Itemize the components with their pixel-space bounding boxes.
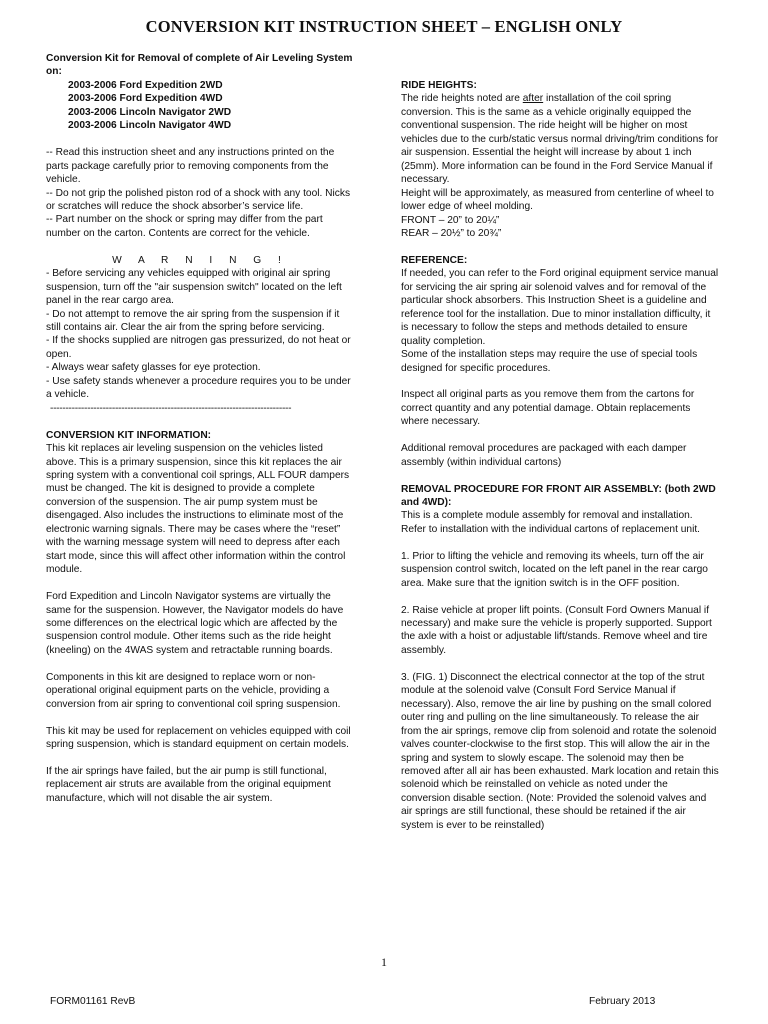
left-column [46, 52, 354, 805]
page-number: 1 [381, 955, 387, 969]
vehicle-item: 2003-2006 Lincoln Navigator 2WD [68, 106, 232, 118]
kit-info-paragraph: If the air springs have failed, but the air pump is still functional, replacement air struts are available from the original equipment manufacture, which will not disable the air system. [46, 765, 331, 804]
document-title: CONVERSION KIT INSTRUCTION SHEET – ENGLISH ONLY [145, 17, 623, 36]
warning-heading: W A R N I N G ! [112, 254, 288, 266]
kit-info-paragraph: This kit replaces air leveling suspension on the vehicles listed above. This is a primary suspension, since this kit replaces the air spring system with a conventional coil springs, ALL FOUR dampers must be changed. The kit is designed to provide a complete conversion of the suspension. The air pump system must be disengaged. Also includes the instructions to eliminate most of the electronic warning signals. There may be cases where the “reset” with the warning message system will need to depress after each start mode, since this will affect other information within the control module. [46, 443, 350, 576]
rear-height: REAR – 20½” to 20¾” [401, 227, 502, 239]
ride-heights-heading: RIDE HEIGHTS: [401, 80, 477, 91]
removal-paragraph: This is a complete module assembly for removal and installation. Refer to installation with the individual cartons of replacement unit. [401, 510, 700, 535]
additional-paragraph: Additional removal procedures are packaged with each damper assembly (within individual cartons) [401, 443, 687, 468]
step-1: 1. Prior to lifting the vehicle and removing its wheels, turn off the air suspension control switch, located on the left panel in the rear cargo area. Make sure that the ignition switch is in the OFF position. [401, 550, 708, 589]
front-height: FRONT – 20” to 20¼” [401, 214, 500, 226]
kit-info-heading: CONVERSION KIT INFORMATION: [46, 429, 212, 441]
vehicle-item: 2003-2006 Ford Expedition 2WD [68, 79, 223, 91]
section-divider: ------------------------------------------------------------------------------ [50, 402, 292, 414]
inspect-paragraph: Inspect all original parts as you remove them from the cartons for correct quantity and any potential damage. Obtain replacements where necessary. [401, 389, 695, 428]
reference-paragraph: If needed, you can refer to the Ford original equipment service manual for servicing the air spring air solenoid valves and for removal of the particular shock absorbers. This Instruction Sheet is a guideline and reference tool for the installation. Due to minor installation difficulty, it is necessary to follow the steps and methods detailed to ensure quality completion. Some of the installation steps may require the use of special tools designed for specific procedures. [401, 268, 719, 374]
kit-info-paragraph: Components in this kit are designed to replace worn or non-operational original equipment parts on the vehicle, providing a conversion from air spring to conventional coil spring suspension. [46, 671, 341, 710]
removal-heading: REMOVAL PROCEDURE FOR FRONT AIR ASSEMBLY: (both 2WD and 4WD): [401, 483, 716, 508]
intro-heading: Conversion Kit for Removal of complete of Air Leveling System on: [46, 53, 353, 78]
ride-emphasis: after [522, 93, 544, 105]
vehicle-item: 2003-2006 Lincoln Navigator 4WD [68, 120, 232, 132]
kit-info-paragraph: This kit may be used for replacement on vehicles equipped with coil spring suspension, which is standard equipment on certain models. [46, 725, 351, 751]
precaution-notes: -- Read this instruction sheet and any instructions printed on the parts package carefully prior to removing components from the vehicle. -- Do not grip the polished piston rod of a shock with any tool. Nicks or scratches will reduce the shock absorber’s service life. -- Part number on the shock or spring may differ from the part number on the carton. Contents are correct for the vehicle. [46, 147, 351, 239]
kit-info-paragraph: Ford Expedition and Lincoln Navigator systems are virtually the same for the suspension. However, the Navigator models do have some differences on the electrical logic which are affected by the suspension control module. Other items such as the ride height (kneeling) on the 4WAS system and retractable running boards. [46, 591, 344, 656]
reference-heading: REFERENCE: [401, 254, 468, 266]
right-column [401, 79, 719, 832]
vehicle-item: 2003-2006 Ford Expedition 4WD [68, 93, 223, 105]
ride-text: installation of the coil spring conversion. This is the same as a vehicle originally equipped the conventional suspension. The ride height will be higher on most vehicles due to the curb/static versus normal driving/trim conditions for air suspension. Essential the height will increase by about 1 inch (25mm). More information can be found in the Ford Service Manual if necessary. Height will be approximately, as measured from centerline of wheel to lower edge of wheel molding. [401, 93, 719, 213]
ride-text: The ride heights noted are [401, 93, 523, 105]
ride-heights-paragraph [401, 92, 719, 213]
footer-date: February 2013 [589, 996, 656, 1007]
step-3: 3. (FIG. 1) Disconnect the electrical connector at the top of the strut module at the solenoid valve (Consult Ford Service Manual if necessary). Also, remove the air line by pushing on the small colored outer ring and pulling on the line simultaneously. To release the air from the air springs, remove clip from solenoid and rotate the solenoid valves counter-clockwise to the first stop. This will allow the air in the spring and system to slowly escape. The solenoid may then be removed after all air has been exhausted. Mark location and retain this solenoid which be reinstalled on vehicle as noted under the conversion disable section. (Note: Provided the solenoid valves and air springs are still functional, these should be retained if the air system is ever to be reinstalled) [401, 671, 719, 831]
warning-list: - Before servicing any vehicles equipped with original air spring suspension, turn off the "air suspension switch" located on the left panel in the rear cargo area. - Do not attempt to remove the air spring from the suspension if it still contains air. Clear the air from the spring before servicing. - If the shocks supplied are nitrogen gas pressurized, do not heat or open. - Always wear safety glasses for eye protection. - Use safety stands whenever a procedure requires you to be under a vehicle. [46, 268, 351, 401]
form-number: FORM01161 RevB [50, 996, 136, 1007]
step-2: 2. Raise vehicle at proper lift points. (Consult Ford Owners Manual if necessary) and make sure the vehicle is properly supported. Support the axle with a hoist or adjustable lift/stands. Remove wheel and tire assembly. [401, 604, 712, 656]
